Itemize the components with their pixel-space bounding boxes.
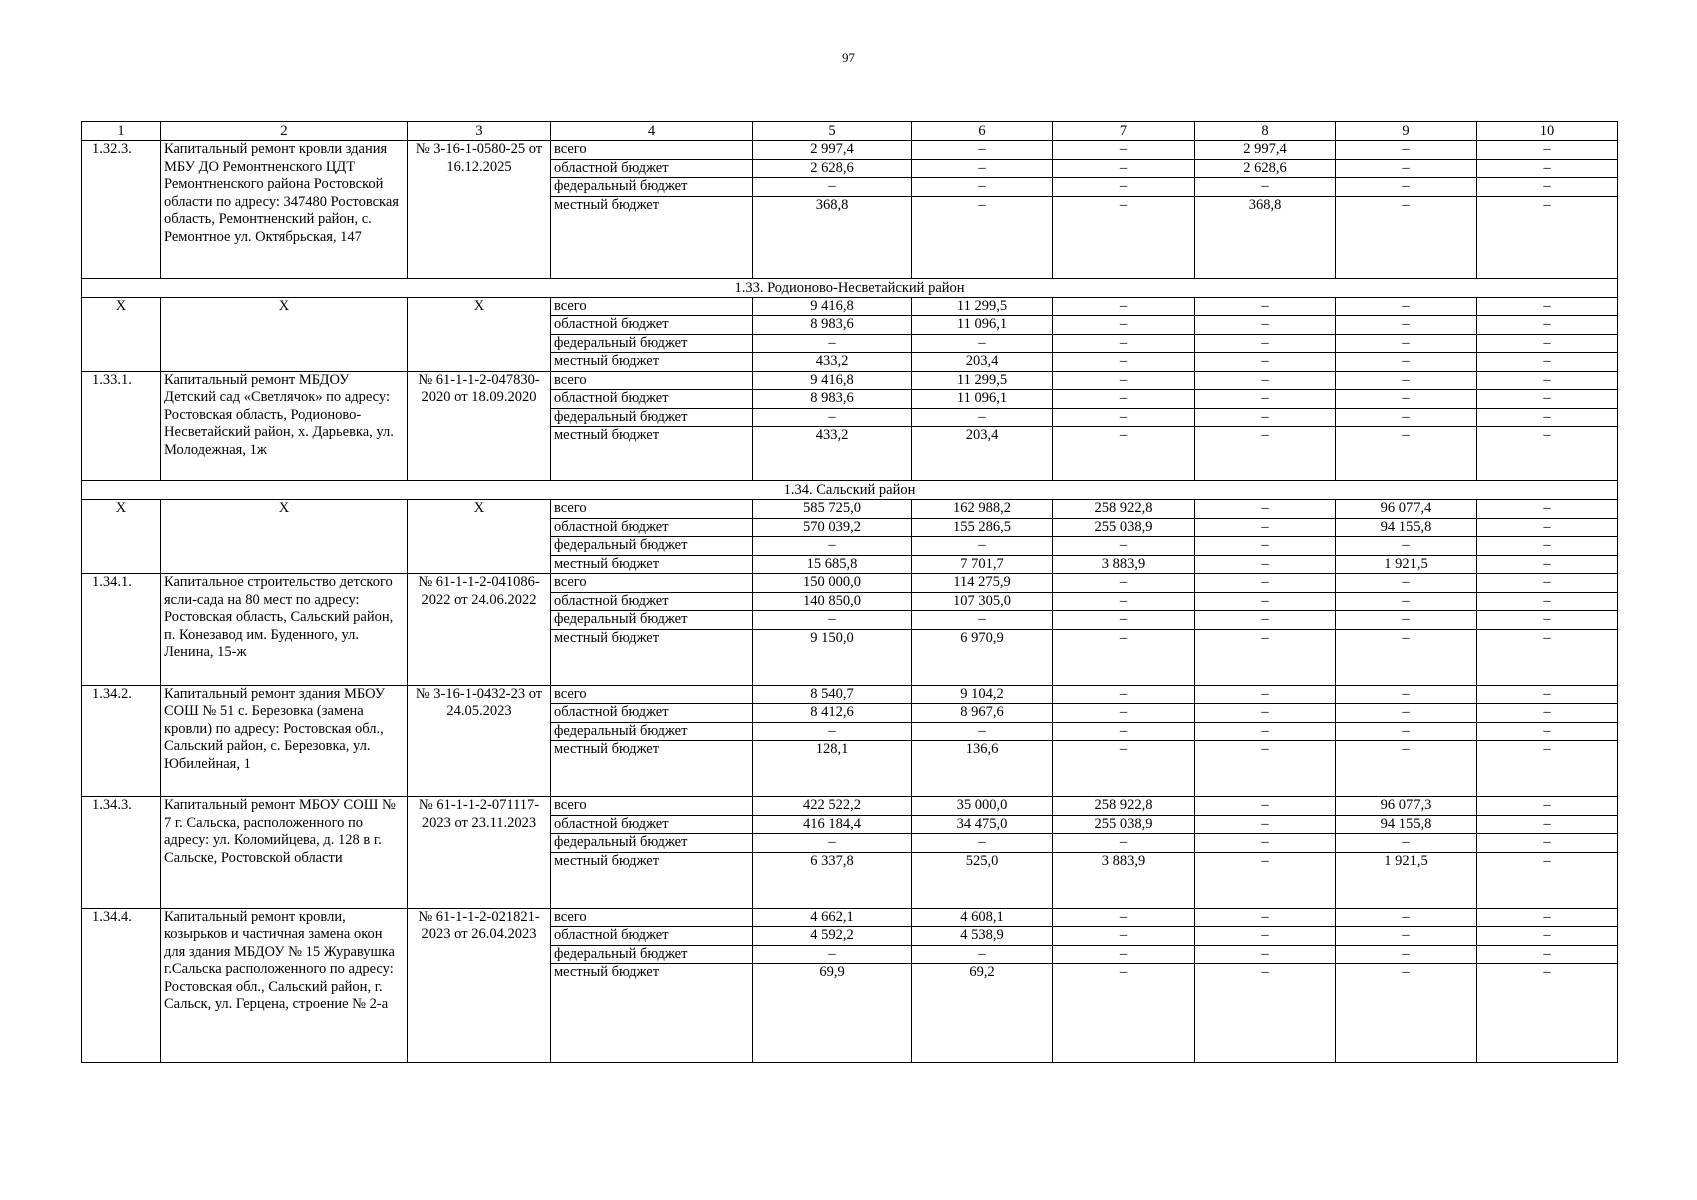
value-cell: 114 275,9 [912, 574, 1053, 593]
funding-source: областной бюджет [551, 518, 753, 537]
value-cell: – [1477, 316, 1618, 335]
value-cell: – [1195, 908, 1336, 927]
page-number: 97 [842, 50, 855, 65]
value-cell: 416 184,4 [753, 815, 912, 834]
value-cell: – [1336, 297, 1477, 316]
value-cell: 433,2 [753, 427, 912, 481]
value-cell: – [1477, 815, 1618, 834]
item-document: X [408, 500, 551, 574]
value-cell: 368,8 [1195, 196, 1336, 278]
funding-source: местный бюджет [551, 555, 753, 574]
value-cell: – [912, 159, 1053, 178]
value-cell: – [1477, 371, 1618, 390]
value-cell: 34 475,0 [912, 815, 1053, 834]
value-cell: – [1477, 927, 1618, 946]
funding-source: местный бюджет [551, 741, 753, 797]
value-cell: – [1195, 408, 1336, 427]
item-document: № 61-1-1-2-021821-2023 от 26.04.2023 [408, 908, 551, 1063]
value-cell: – [1195, 334, 1336, 353]
value-cell: – [1053, 834, 1195, 853]
value-cell: – [1336, 178, 1477, 197]
value-cell: – [912, 178, 1053, 197]
value-cell: – [1053, 141, 1195, 160]
value-cell: – [1053, 316, 1195, 335]
value-cell: – [753, 611, 912, 630]
value-cell: – [912, 722, 1053, 741]
value-cell: – [1053, 611, 1195, 630]
value-cell: – [1477, 945, 1618, 964]
item-description: Капитальное строительство детского ясли-сада на 80 мест по адресу: Ростовская область, Сальский район, п. Конезавод им. Буденного, ул. Ленина, 15-ж [161, 574, 408, 686]
funding-source: федеральный бюджет [551, 537, 753, 556]
header-cell: 3 [408, 122, 551, 141]
value-cell: – [1336, 685, 1477, 704]
item-description: Капитальный ремонт здания МБОУ СОШ № 51 с. Березовка (замена кровли) по адресу: Ростовская обл., Сальский район, с. Березовка, ул. Юбилейная, 1 [161, 685, 408, 797]
value-cell: – [1195, 555, 1336, 574]
value-cell: – [1477, 741, 1618, 797]
funding-source: федеральный бюджет [551, 611, 753, 630]
value-cell: – [1336, 427, 1477, 481]
value-cell: – [1477, 159, 1618, 178]
value-cell: – [912, 334, 1053, 353]
value-cell: – [1053, 629, 1195, 685]
header-cell: 7 [1053, 122, 1195, 141]
value-cell: – [912, 141, 1053, 160]
funding-source: местный бюджет [551, 196, 753, 278]
value-cell: – [1336, 196, 1477, 278]
item-number: X [82, 500, 161, 574]
value-cell: – [1477, 390, 1618, 409]
header-cell: 8 [1195, 122, 1336, 141]
funding-source: местный бюджет [551, 964, 753, 1063]
value-cell: 8 540,7 [753, 685, 912, 704]
funding-source: всего [551, 908, 753, 927]
value-cell: – [1336, 964, 1477, 1063]
table-row [82, 908, 1618, 927]
value-cell: 128,1 [753, 741, 912, 797]
value-cell: – [753, 537, 912, 556]
value-cell: – [1195, 797, 1336, 816]
value-cell: 4 538,9 [912, 927, 1053, 946]
value-cell: – [1195, 927, 1336, 946]
value-cell: – [1477, 964, 1618, 1063]
value-cell: 4 662,1 [753, 908, 912, 927]
value-cell: – [1195, 629, 1336, 685]
value-cell: – [1053, 704, 1195, 723]
value-cell: 150 000,0 [753, 574, 912, 593]
value-cell: 433,2 [753, 353, 912, 372]
value-cell: – [1477, 427, 1618, 481]
value-cell: – [1477, 908, 1618, 927]
value-cell: – [1336, 629, 1477, 685]
value-cell: – [1336, 316, 1477, 335]
value-cell: – [912, 834, 1053, 853]
header-cell: 4 [551, 122, 753, 141]
value-cell: – [1336, 141, 1477, 160]
value-cell: 6 337,8 [753, 852, 912, 908]
value-cell: – [912, 196, 1053, 278]
item-number: 1.34.1. [82, 574, 161, 686]
section-title: 1.33. Родионово-Несветайский район [82, 278, 1618, 297]
value-cell: – [1053, 371, 1195, 390]
value-cell: 1 921,5 [1336, 852, 1477, 908]
value-cell: – [1195, 834, 1336, 853]
value-cell: – [1336, 611, 1477, 630]
value-cell: – [912, 408, 1053, 427]
item-document: № 3-16-1-0432-23 от 24.05.2023 [408, 685, 551, 797]
section-title: 1.34. Сальский район [82, 481, 1618, 500]
value-cell: – [1053, 537, 1195, 556]
value-cell: – [1477, 334, 1618, 353]
value-cell: – [1195, 964, 1336, 1063]
value-cell: 8 412,6 [753, 704, 912, 723]
item-description: X [161, 500, 408, 574]
value-cell: – [1336, 927, 1477, 946]
funding-source: всего [551, 500, 753, 519]
value-cell: – [753, 722, 912, 741]
funding-source: всего [551, 141, 753, 160]
value-cell: – [1053, 159, 1195, 178]
value-cell: – [1195, 427, 1336, 481]
value-cell: – [1336, 537, 1477, 556]
value-cell: – [1195, 592, 1336, 611]
value-cell: 203,4 [912, 427, 1053, 481]
value-cell: 94 155,8 [1336, 518, 1477, 537]
value-cell: 368,8 [753, 196, 912, 278]
funding-source: всего [551, 297, 753, 316]
value-cell: 585 725,0 [753, 500, 912, 519]
value-cell: – [1477, 297, 1618, 316]
value-cell: – [1195, 297, 1336, 316]
value-cell: 9 150,0 [753, 629, 912, 685]
value-cell: – [1336, 353, 1477, 372]
value-cell: – [1477, 592, 1618, 611]
value-cell: 6 970,9 [912, 629, 1053, 685]
value-cell: 107 305,0 [912, 592, 1053, 611]
value-cell: – [1477, 518, 1618, 537]
value-cell: – [1336, 722, 1477, 741]
value-cell: 69,9 [753, 964, 912, 1063]
item-description: Капитальный ремонт МБОУ СОШ № 7 г. Сальска, расположенного по адресу: ул. Коломийцева, д. 128 в г. Сальске, Ростовской области [161, 797, 408, 909]
value-cell: 11 096,1 [912, 316, 1053, 335]
value-cell: – [1195, 741, 1336, 797]
value-cell: 140 850,0 [753, 592, 912, 611]
value-cell: – [1053, 685, 1195, 704]
value-cell: – [1053, 722, 1195, 741]
item-number: 1.32.3. [82, 141, 161, 279]
value-cell: 2 628,6 [1195, 159, 1336, 178]
value-cell: – [1053, 592, 1195, 611]
value-cell: – [753, 178, 912, 197]
funding-source: всего [551, 574, 753, 593]
item-number: 1.33.1. [82, 371, 161, 481]
value-cell: – [753, 408, 912, 427]
item-document: № 3-16-1-0580-25 от 16.12.2025 [408, 141, 551, 279]
value-cell: – [1477, 178, 1618, 197]
header-cell: 2 [161, 122, 408, 141]
value-cell: – [1336, 741, 1477, 797]
value-cell: – [1336, 908, 1477, 927]
value-cell: 8 983,6 [753, 390, 912, 409]
value-cell: – [1336, 371, 1477, 390]
item-description: X [161, 297, 408, 371]
value-cell: – [1195, 518, 1336, 537]
value-cell: 570 039,2 [753, 518, 912, 537]
value-cell: – [1195, 316, 1336, 335]
value-cell: 11 299,5 [912, 297, 1053, 316]
table-body [82, 122, 1618, 1063]
value-cell: – [1477, 574, 1618, 593]
table-row [82, 371, 1618, 390]
value-cell: – [1053, 353, 1195, 372]
table-row [82, 685, 1618, 704]
value-cell: – [1477, 353, 1618, 372]
header-cell: 1 [82, 122, 161, 141]
header-cell: 6 [912, 122, 1053, 141]
value-cell: – [1477, 685, 1618, 704]
value-cell: 11 299,5 [912, 371, 1053, 390]
value-cell: – [1053, 908, 1195, 927]
value-cell: – [1336, 592, 1477, 611]
value-cell: 422 522,2 [753, 797, 912, 816]
value-cell: 96 077,4 [1336, 500, 1477, 519]
value-cell: 69,2 [912, 964, 1053, 1063]
funding-source: областной бюджет [551, 704, 753, 723]
funding-source: всего [551, 685, 753, 704]
value-cell: – [1053, 390, 1195, 409]
value-cell: 96 077,3 [1336, 797, 1477, 816]
value-cell: – [1336, 159, 1477, 178]
funding-source: областной бюджет [551, 592, 753, 611]
value-cell: – [912, 537, 1053, 556]
value-cell: 8 983,6 [753, 316, 912, 335]
value-cell: – [1336, 704, 1477, 723]
value-cell: – [1053, 297, 1195, 316]
item-document: № 61-1-1-2-047830-2020 от 18.09.2020 [408, 371, 551, 481]
value-cell: – [1053, 741, 1195, 797]
value-cell: – [1336, 945, 1477, 964]
value-cell: – [753, 945, 912, 964]
item-number: 1.34.4. [82, 908, 161, 1063]
value-cell: 8 967,6 [912, 704, 1053, 723]
value-cell: – [1195, 537, 1336, 556]
funding-source: областной бюджет [551, 927, 753, 946]
value-cell: – [1195, 704, 1336, 723]
item-description: Капитальный ремонт кровли, козырьков и частичная замена окон для здания МБДОУ № 15 Журавушка г.Сальска расположенного по адресу: Ростовская обл., Сальский район, г. Сальск, ул. Герцена, строение № 2-а [161, 908, 408, 1063]
value-cell: 203,4 [912, 353, 1053, 372]
value-cell: 3 883,9 [1053, 852, 1195, 908]
value-cell: – [1053, 945, 1195, 964]
funding-source: всего [551, 797, 753, 816]
value-cell: – [912, 611, 1053, 630]
item-document: X [408, 297, 551, 371]
header-cell: 5 [753, 122, 912, 141]
value-cell: – [1195, 722, 1336, 741]
value-cell: 9 416,8 [753, 371, 912, 390]
funding-source: федеральный бюджет [551, 334, 753, 353]
table-row [82, 574, 1618, 593]
value-cell: 4 608,1 [912, 908, 1053, 927]
value-cell: – [1477, 797, 1618, 816]
value-cell: – [1477, 629, 1618, 685]
value-cell: – [1195, 178, 1336, 197]
table-row [82, 297, 1618, 316]
value-cell: 2 997,4 [1195, 141, 1336, 160]
value-cell: – [1477, 537, 1618, 556]
value-cell: – [1336, 834, 1477, 853]
value-cell: – [1195, 685, 1336, 704]
table-row [82, 141, 1618, 160]
value-cell: – [1195, 815, 1336, 834]
value-cell: – [1053, 408, 1195, 427]
value-cell: – [1195, 371, 1336, 390]
section-row [82, 481, 1618, 500]
value-cell: – [1053, 927, 1195, 946]
value-cell: 258 922,8 [1053, 500, 1195, 519]
value-cell: – [1053, 334, 1195, 353]
value-cell: – [1477, 141, 1618, 160]
value-cell: – [1336, 334, 1477, 353]
item-document: № 61-1-1-2-071117-2023 от 23.11.2023 [408, 797, 551, 909]
funding-source: областной бюджет [551, 159, 753, 178]
item-number: 1.34.2. [82, 685, 161, 797]
funding-source: федеральный бюджет [551, 178, 753, 197]
item-description: Капитальный ремонт кровли здания МБУ ДО Ремонтненского ЦДТ Ремонтненского района Ростовской области по адресу: 347480 Ростовская область, Ремонтненский район, с. Ремонтное ул. Октябрьская, 147 [161, 141, 408, 279]
value-cell: – [1053, 196, 1195, 278]
value-cell: 9 416,8 [753, 297, 912, 316]
value-cell: – [1053, 427, 1195, 481]
funding-source: областной бюджет [551, 316, 753, 335]
value-cell: – [1053, 574, 1195, 593]
value-cell: 525,0 [912, 852, 1053, 908]
value-cell: – [1195, 353, 1336, 372]
value-cell: 35 000,0 [912, 797, 1053, 816]
value-cell: 255 038,9 [1053, 815, 1195, 834]
value-cell: – [1477, 611, 1618, 630]
value-cell: 155 286,5 [912, 518, 1053, 537]
value-cell: 162 988,2 [912, 500, 1053, 519]
value-cell: – [912, 945, 1053, 964]
funding-source: федеральный бюджет [551, 945, 753, 964]
value-cell: – [1053, 964, 1195, 1063]
value-cell: 7 701,7 [912, 555, 1053, 574]
value-cell: – [1477, 834, 1618, 853]
value-cell: – [1477, 500, 1618, 519]
value-cell: – [1477, 722, 1618, 741]
funding-source: областной бюджет [551, 815, 753, 834]
value-cell: 2 997,4 [753, 141, 912, 160]
value-cell: – [753, 334, 912, 353]
value-cell: 15 685,8 [753, 555, 912, 574]
value-cell: – [1195, 574, 1336, 593]
value-cell: 255 038,9 [1053, 518, 1195, 537]
item-description: Капитальный ремонт МБДОУ Детский сад «Светлячок» по адресу: Ростовская область, Родионово-Несветайский район, х. Дарьевка, ул. Молодежная, 1ж [161, 371, 408, 481]
value-cell: – [753, 834, 912, 853]
value-cell: – [1477, 852, 1618, 908]
funding-source: местный бюджет [551, 353, 753, 372]
value-cell: – [1477, 408, 1618, 427]
table-row [82, 797, 1618, 816]
value-cell: – [1195, 852, 1336, 908]
value-cell: – [1477, 704, 1618, 723]
value-cell: – [1195, 500, 1336, 519]
item-document: № 61-1-1-2-041086-2022 от 24.06.2022 [408, 574, 551, 686]
funding-source: областной бюджет [551, 390, 753, 409]
budget-table [81, 121, 1618, 1063]
value-cell: 9 104,2 [912, 685, 1053, 704]
header-cell: 10 [1477, 122, 1618, 141]
header-cell: 9 [1336, 122, 1477, 141]
value-cell: 136,6 [912, 741, 1053, 797]
value-cell: 3 883,9 [1053, 555, 1195, 574]
value-cell: – [1195, 611, 1336, 630]
table-row [82, 500, 1618, 519]
item-number: 1.34.3. [82, 797, 161, 909]
value-cell: – [1336, 574, 1477, 593]
funding-source: федеральный бюджет [551, 722, 753, 741]
value-cell: – [1053, 178, 1195, 197]
funding-source: всего [551, 371, 753, 390]
value-cell: 4 592,2 [753, 927, 912, 946]
section-row [82, 278, 1618, 297]
funding-source: федеральный бюджет [551, 834, 753, 853]
value-cell: – [1336, 408, 1477, 427]
funding-source: местный бюджет [551, 629, 753, 685]
value-cell: 2 628,6 [753, 159, 912, 178]
value-cell: 258 922,8 [1053, 797, 1195, 816]
item-number: X [82, 297, 161, 371]
value-cell: 94 155,8 [1336, 815, 1477, 834]
value-cell: – [1195, 390, 1336, 409]
funding-source: федеральный бюджет [551, 408, 753, 427]
value-cell: – [1195, 945, 1336, 964]
value-cell: – [1477, 196, 1618, 278]
value-cell: 11 096,1 [912, 390, 1053, 409]
header-row [82, 122, 1618, 141]
funding-source: местный бюджет [551, 427, 753, 481]
value-cell: – [1477, 555, 1618, 574]
funding-source: местный бюджет [551, 852, 753, 908]
value-cell: – [1336, 390, 1477, 409]
value-cell: 1 921,5 [1336, 555, 1477, 574]
